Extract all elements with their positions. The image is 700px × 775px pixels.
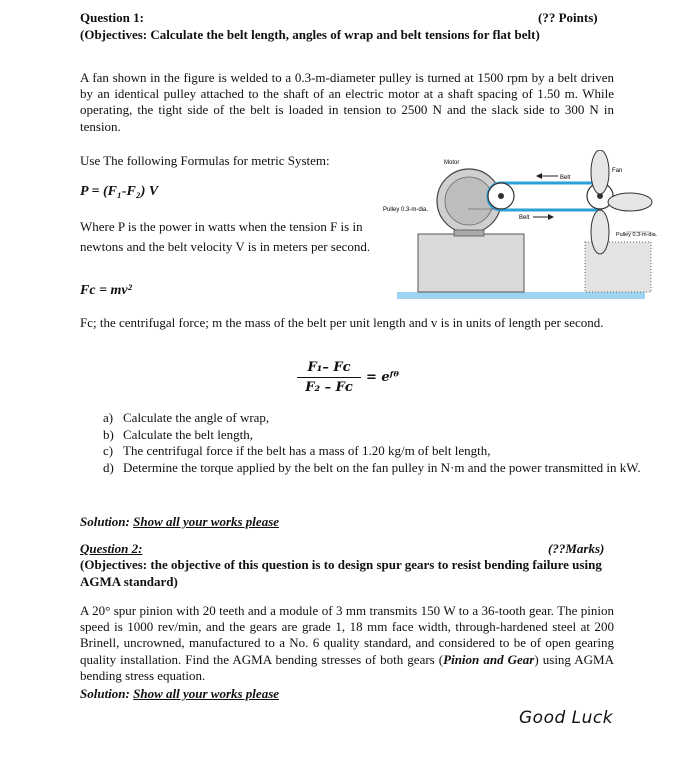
list-item: d) Determine the torque applied by the belt on the fan pulley in N·m and the power transmitted in kW. xyxy=(103,459,641,475)
q1-solution-link[interactable]: Show all your works please xyxy=(133,514,280,529)
list-item: c) The centrifugal force if the belt has a mass of 1.20 kg/m of belt length, xyxy=(103,443,491,458)
fan-blade-top xyxy=(591,150,609,194)
label-pulley-left: Pulley 0.3-m-dia. xyxy=(383,207,429,213)
q1-objectives: (Objectives: Calculate the belt length, angles of wrap and belt tensions for flat belt) xyxy=(80,27,540,42)
belt-drive-figure xyxy=(380,150,680,302)
formula-intro: Use The following Formulas for metric System: xyxy=(80,153,330,168)
fan-blade-bottom xyxy=(591,210,609,254)
label-motor: Motor xyxy=(444,160,460,166)
fc-description: Fc; the centrifugal force; m the mass of the belt per unit length and v is in units of length per second. xyxy=(80,315,604,330)
ratio-rhs: = eᶠᶿ xyxy=(366,370,400,385)
q2-solution: Solution: Show all your works please xyxy=(80,686,280,701)
q2-marks: (??Marks) xyxy=(548,541,605,556)
good-luck-text: Good Luck xyxy=(519,708,614,728)
label-pulley-right: Pulley 0.3-m-dia. xyxy=(616,232,658,238)
q2-body: A 20° spur pinion with 20 teeth and a module of 3 mm transmits 150 W to a 36-tooth gear. The pinion speed is 1000 rev/min, and the gears are grade 1, 18 mm face width, through-hardened steel at 200 Brinell, uncrowned, manufactured to a No. 6 quality standard, and considered to be of open gearing quality installation. Find the AGMA bending stresses of both gears (Pinion and Gear) using AGMA bending stress equation. xyxy=(80,603,615,683)
motor-shaft xyxy=(498,193,504,199)
motor-inner xyxy=(445,177,493,225)
q1-solution: Solution: Show all your works please xyxy=(80,514,280,529)
power-formula: P = (F₁-F₂) V xyxy=(80,184,159,199)
q2-emphasis: Pinion and Gear xyxy=(443,651,535,667)
q2-title: Question 2: xyxy=(80,541,143,556)
arrowhead-right xyxy=(548,214,554,220)
q1-body: A fan shown in the figure is welded to a 0.3-m-diameter pulley is turned at 1500 rpm by a belt driven by an identical pulley attached to the shaft of an electric motor at a shaft spacing of 1.50 m. While operating, the tight side of the belt is loaded in tension to 2500 N and the slack side to 300 N in tension. xyxy=(80,70,614,134)
q1-title: Question 1: xyxy=(80,10,144,25)
fraction-bar xyxy=(297,377,361,378)
arrowhead-left xyxy=(536,173,542,179)
where-text: Where P is the power in watts when the tension F is in newtons and the belt velocity V is in meters per second. xyxy=(80,219,371,254)
q1-points: (?? Points) xyxy=(538,10,598,25)
motor-base xyxy=(418,234,524,292)
list-item: b) Calculate the belt length, xyxy=(103,426,253,442)
fc-formula: Fc = mv² xyxy=(80,283,132,298)
q2-objectives: (Objectives: the objective of this question is to design spur gears to resist bending failure using AGMA standard) xyxy=(80,557,602,589)
q2-solution-link[interactable]: Show all your works please xyxy=(133,686,280,701)
motor-mount xyxy=(454,230,484,236)
label-belt-mid: Belt xyxy=(519,215,530,221)
list-item: a) Calculate the angle of wrap, xyxy=(103,410,270,425)
ratio-numerator: F₁– Fᴄ xyxy=(307,360,351,375)
q1-parts xyxy=(80,410,657,476)
belt-tension-ratio xyxy=(297,360,361,395)
ground-strip xyxy=(397,292,645,299)
label-fan: Fan xyxy=(612,168,623,174)
ratio-denominator: F₂ – Fᴄ xyxy=(305,380,353,395)
fan-blade-right xyxy=(608,193,652,211)
label-belt-top: Belt xyxy=(560,175,571,181)
